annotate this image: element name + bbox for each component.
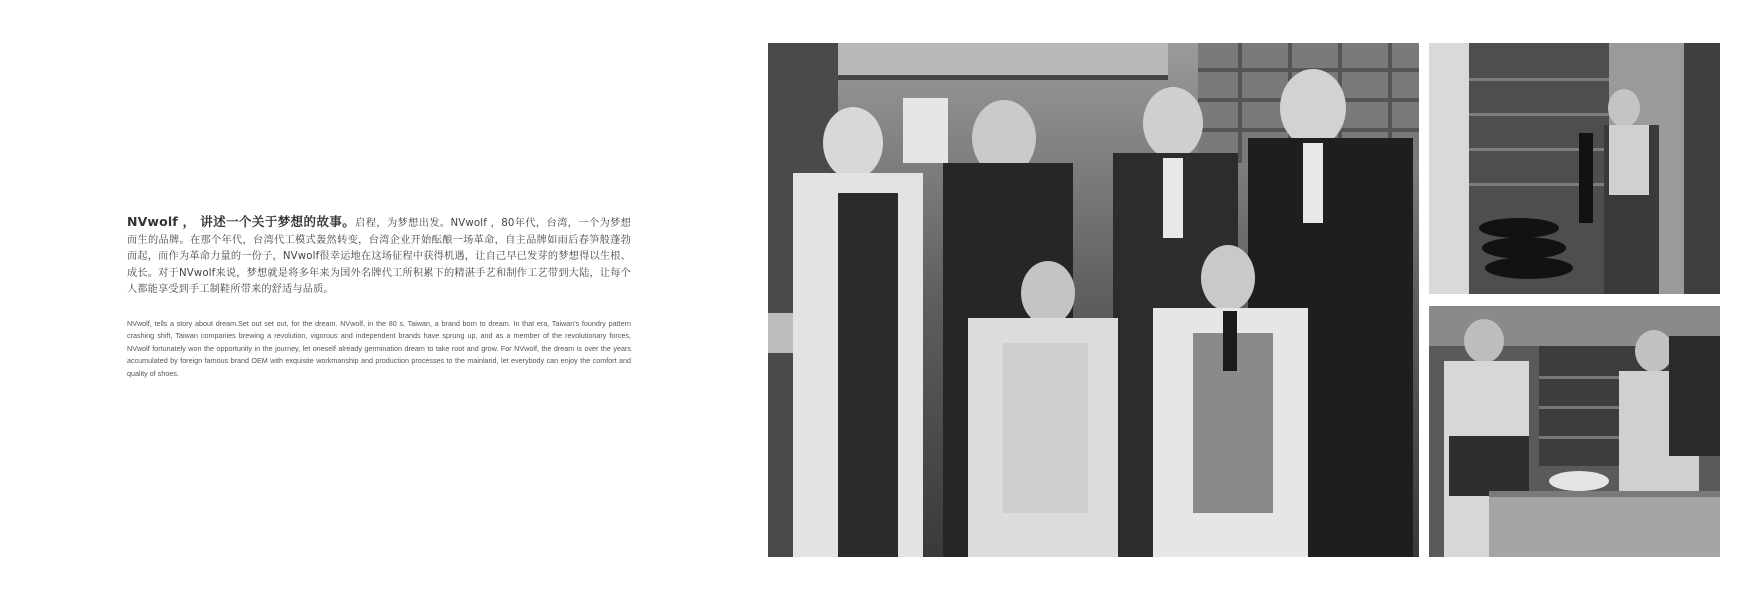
photo-women-workshop — [1429, 306, 1720, 557]
photo-women-workshop-image — [1429, 306, 1720, 557]
photo-shoemakers-group-image — [768, 43, 1419, 557]
photo-shoemakers-group — [768, 43, 1419, 557]
intro-chinese-lead: NVwolf ， 讲述一个关于梦想的故事。 — [127, 214, 356, 229]
photo-craftsman-boot-shelves — [1429, 43, 1720, 294]
intro-chinese-body: 启程，为梦想出发。NVwolf ，80年代，台湾，一个为梦想而生的品牌。在那个年代，台湾代工模式轰然转变，台湾企业开始酝酿一场革命，自主品牌如雨后春笋般蓬勃而起，而作为革命力量的一份子，NVwolf很幸运地在这场征程中获得机遇，让自己早已发芽的梦想得以生根、成长。对于NVwolf来说，梦想就是将多年来为国外名牌代工所积累下的精湛手艺和制作工艺带到大陆，让每个人都能享受到手工制鞋所带来的舒适与品质。 — [127, 218, 631, 296]
intro-text-block — [127, 214, 631, 380]
intro-english-paragraph: NVwolf, tells a story about dream.Set out set out, for the dream. NVwolf, in the 80 s, Taiwan, a brand born to dream. In that era, Taiwan's foundry pattern crashing shift, Taiwan companies brewing a revolution, vigorous and independent brands have sprung up, and as a member of the revolutionary forces, NVwolf fortunately won the opportunity in the journey, let oneself already germination dream to take root and grow. For NVwolf, the dream is over the years accumulated by foreign famous brand OEM with exquisite workmanship and production processes to the mainland, let everybody can enjoy the comfort and quality of shoes. — [127, 318, 631, 378]
intro-chinese-paragraph — [127, 214, 631, 299]
photo-craftsman-boot-shelves-image — [1429, 43, 1720, 294]
